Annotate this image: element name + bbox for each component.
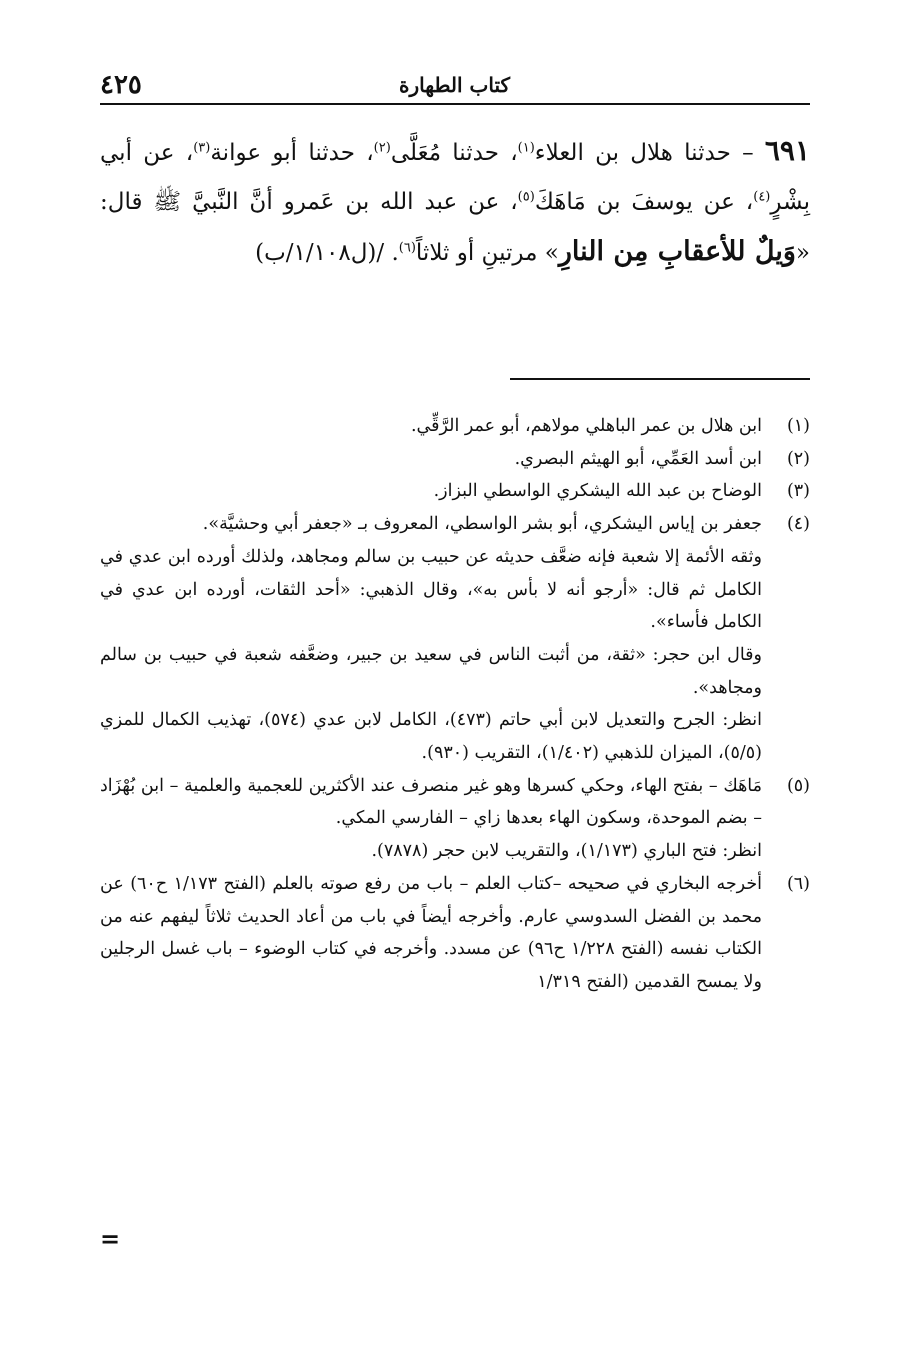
footnote-4-paragraph: وثقه الأئمة إلا شعبة فإنه ضعَّف حديثه عن حبيب بن سالم ومجاهد، ولذلك أورده ابن عدي في الكامل ثم قال: «أرجو أنه لا بأس به»، وقال الذهبي: «أحد الثقات، أورده ابن عدي في الكامل فأساء». [100, 546, 762, 633]
footnote-6 [100, 868, 810, 999]
hadith-text [100, 126, 810, 278]
hadith-segment: ، عن عبد الله بن عَمرو أنَّ النَّبيَّ ﷺ قال: « [100, 189, 810, 266]
hadith-segment: ، عن أبي بِشْرٍ [100, 140, 810, 215]
hadith-segment: ، حدثنا أبو عوانة [210, 140, 374, 166]
footnote-ref: (٤) [753, 189, 771, 205]
footnote-2 [100, 443, 810, 476]
footnote-text: ابن أسد العَمِّي، أبو الهيثم البصري. [514, 448, 762, 469]
footnote-ref: (٥) [517, 189, 535, 205]
prophetic-quote: وَيلٌ للأعقابِ مِن النارِ [558, 236, 796, 267]
continuation-mark: = [100, 1224, 121, 1253]
footnote-number: (٤) [786, 514, 810, 535]
hadith-number: ٦٩١ [764, 134, 810, 167]
manuscript-ref: . /(ل١/١٠٨/ب) [255, 240, 399, 266]
page-header [100, 70, 810, 100]
footnotes [100, 410, 810, 999]
footnote-4-paragraph: انظر: الجرح والتعديل لابن أبي حاتم (٤٧٣)، الكامل لابن عدي (٥٧٤)، تهذيب الكمال للمزي (٥/٥)، الميزان للذهبي (١/٤٠٢)، التقريب (٩٣٠). [100, 710, 762, 764]
footnote-number: (٥) [786, 775, 810, 796]
hadith-segment: ، حدثنا مُعَلَّى [390, 140, 518, 166]
footnote-text: ابن هلال بن عمر الباهلي مولاهم، أبو عمر الرَّقِّي. [410, 416, 762, 436]
page-number: ٤٢٥ [100, 70, 142, 100]
footnote-text: جعفر بن إياس اليشكري، أبو بشر الواسطي، المعروف بـ «جعفر أبي وحشيَّة». [202, 514, 762, 535]
footnote-number: (٢) [786, 448, 810, 469]
hadith-segment: – حدثنا هلال بن العلاء [534, 140, 765, 166]
hadith-segment: ، عن يوسفَ بن مَاهَكَ [534, 189, 754, 215]
footnote-number: (٦) [786, 873, 810, 894]
footnote-text: مَاهَك – بفتح الهاء، وحكي كسرها وهو غير منصرف عند الأكثرين للعجمية والعلمية – ابن بُهْزَاد – بضم الموحدة، وسكون الهاء بعدها زاي – الفارسي المكي. [100, 775, 762, 829]
header-rule [100, 103, 810, 105]
footnote-4-paragraph: وقال ابن حجر: «ثقة، من أثبت الناس في سعيد بن جبير، وضعَّفه شعبة في حبيب بن سالم ومجاهد». [100, 644, 762, 698]
running-title: كتاب الطهارة [399, 73, 510, 97]
footnote-ref: (٦) [398, 240, 416, 256]
footnote-4 [100, 508, 810, 541]
footnote-number: (٣) [786, 481, 810, 502]
footnote-ref: (١) [517, 140, 535, 156]
hadith-segment: » مرتينِ أو ثلاثاً [415, 240, 559, 266]
footnote-5 [100, 770, 810, 835]
footnote-separator [510, 378, 810, 380]
footnote-ref: (٣) [193, 140, 211, 156]
footnote-text: أخرجه البخاري في صحيحه –كتاب العلم – باب من رفع صوته بالعلم (الفتح ١/١٧٣ ح٦٠) عن محمد بن الفضل السدوسي عارم. وأخرجه أيضاً في باب من أعاد الحديث ثلاثاً ليفهم عنه من الكتاب نفسه (الفتح ١/٢٢٨ ح٩٦) عن مسدد. وأخرجه في كتاب الوضوء – باب غسل الرجلين ولا يمسح القدمين (الفتح ١/٣١٩ [100, 873, 763, 992]
footnote-ref: (٢) [373, 140, 391, 156]
footnote-5-paragraph: انظر: فتح الباري (١/١٧٣)، والتقريب لابن حجر (٧٨٧٨). [371, 841, 762, 862]
footnote-3 [100, 475, 810, 508]
footnote-number: (١) [786, 416, 810, 436]
footnote-1 [100, 410, 810, 443]
footnote-text: الوضاح بن عبد الله اليشكري الواسطي البزاز. [433, 481, 762, 502]
